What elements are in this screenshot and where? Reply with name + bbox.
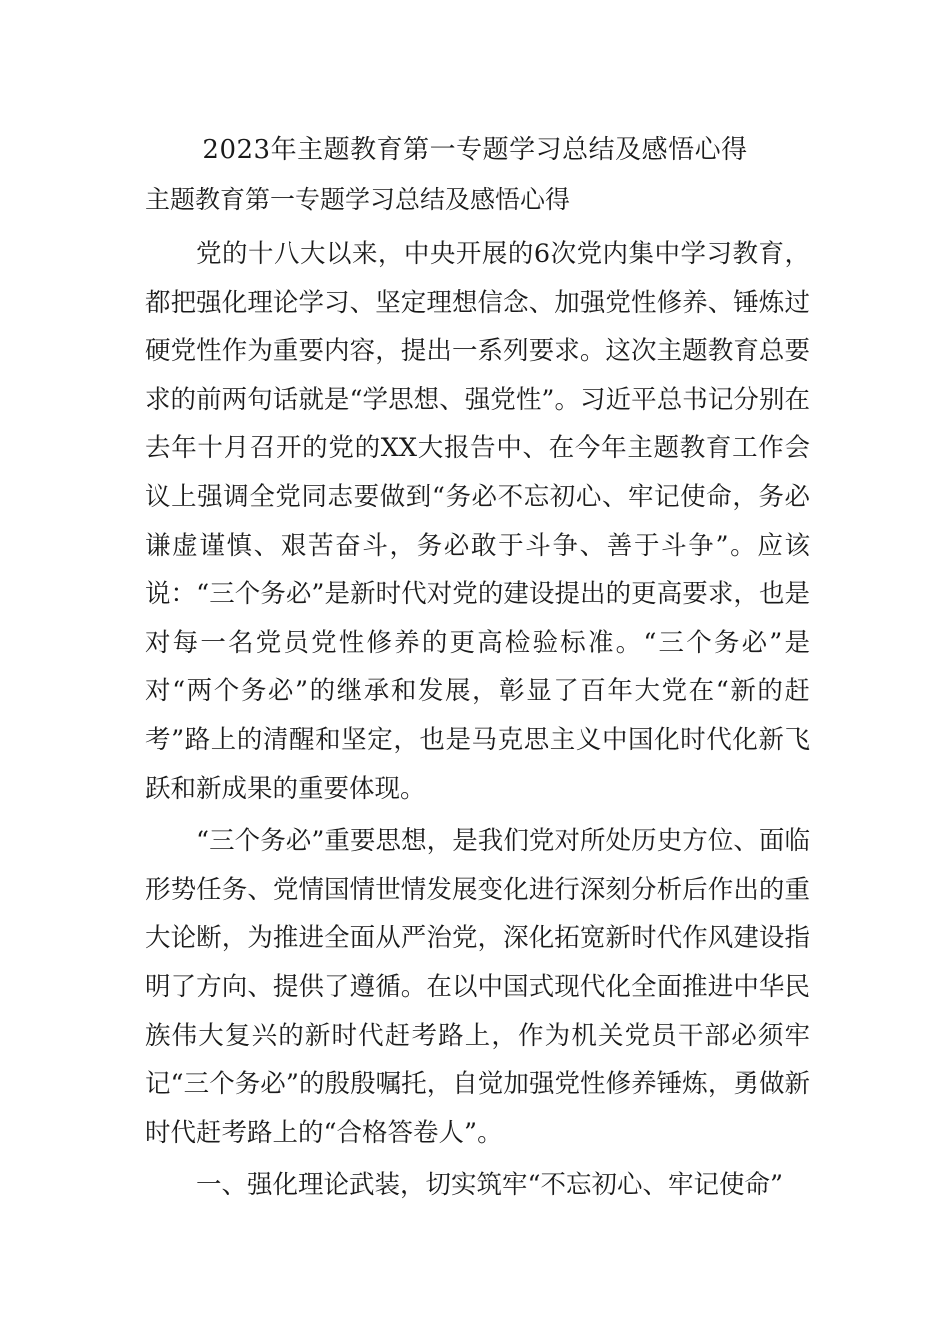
section-heading: 一、强化理论武装，切实筑牢“不忘初心、牢记使命” <box>196 1170 784 1201</box>
document-title: 2023年主题教育第一专题学习总结及感悟心得 <box>202 135 748 165</box>
document-subtitle: 主题教育第一专题学习总结及感悟心得 <box>145 185 571 214</box>
body-paragraph: “三个务必”重要思想，是我们党对所处历史方位、面临形势任务、党情国情世情发展变化进行深刻分析后作出的重大论断，为推进全面从严治党，深化拓宽新时代作风建设指明了方向、提供了遵循。在以中国式现代化全面推进中华民族伟大复兴的新时代赶考路上，作为机关党员干部必须牢记“三个务必”的殷殷嘱托，自觉加强党性修养锤炼，勇做新时代赶考路上的“合格答卷人”。 <box>145 826 810 1148</box>
document-body <box>145 230 810 1210</box>
body-paragraph: 党的十八大以来，中央开展的6次党内集中学习教育，都把强化理论学习、坚定理想信念、加强党性修养、锤炼过硬党性作为重要内容，提出一系列要求。这次主题教育总要求的前两句话就是“学思想、强党性”。习近平总书记分别在去年十月召开的党的XX大报告中、在今年主题教育工作会议上强调全党同志要做到“务必不忘初心、牢记使命，务必谦虚谨慎、艰苦奋斗，务必敢于斗争、善于斗争”。应该说：“三个务必”是新时代对党的建设提出的更高要求，也是对每一名党员党性修养的更高检验标准。“三个务必”是对“两个务必”的继承和发展，彰显了百年大党在“新的赶考”路上的清醒和坚定，也是马克思主义中国化时代化新飞跃和新成果的重要体现。 <box>145 239 810 804</box>
